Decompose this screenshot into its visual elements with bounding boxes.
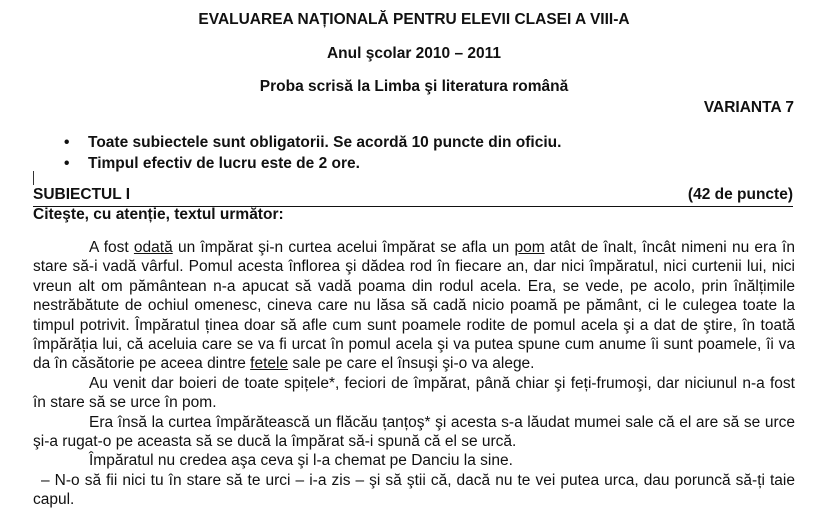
variant-label: VARIANTA 7 bbox=[703, 99, 794, 116]
exam-title: EVALUAREA NAȚIONALĂ PENTRU ELEVII CLASEI A VIII-A bbox=[198, 11, 630, 28]
paragraph: Au venit dar boieri de toate spițele*, feciori de împărat, până chiar şi feți-frumoşi, dar niciunul n-a fost în stare să se urce în pom. bbox=[33, 374, 795, 412]
underlined-word: fetele bbox=[250, 355, 289, 373]
text-run: atât de înalt, încât nimeni nu era în stare să-i vadă vârful. Pomul acesta înflorea şi dădea rod în fiecare an, dar nici împăratul, nici curtenii lui, nici vreun alt om pământean n-a apucat să vadă poama din rodul acela. Era, se vede, pe acolo, prin înălțimile nestrăbătute de ochiul omenesc, cineva care nu lăsa să cadă nicio poamă pe pământ, ci le culegea toate la timpul potrivit. Împăratul ținea doar să afle cum sunt poamele rodite de pomul acela şi a dat de ştire, în toată împărăția lui, că aceluia care se va fi urcat în pomul acela şi va putea spune cum anume îi sunt poamele, îi va da în căsătorie pe aceea dintre bbox=[33, 239, 795, 373]
section-heading bbox=[33, 186, 793, 207]
paragraph bbox=[33, 238, 795, 374]
text-cursor bbox=[33, 171, 34, 185]
paragraph: Era însă la curtea împărătească un flăcău țanțoş* şi acesta s-a lăudat mumei sale că el are să se urce şi-a rugat-o pe aceasta să se ducă la împărat să-i spună că el se urcă. bbox=[33, 413, 795, 451]
paragraph: Împăratul nu credea aşa ceva şi l-a chemat pe Danciu la sine. bbox=[89, 452, 513, 470]
section-label: SUBIECTUL I bbox=[33, 186, 131, 203]
school-year: Anul şcolar 2010 – 2011 bbox=[326, 45, 502, 62]
dialogue-line: – N-o să fii nici tu în stare să te urci – i-a zis – şi să ştii că, dacă nu te vei putea urca, dau poruncă să-ți taie capul. bbox=[33, 471, 795, 509]
underlined-word: odată bbox=[133, 239, 173, 256]
rules-list bbox=[64, 132, 561, 174]
rule-item: • Toate subiectele sunt obligatorii. Se acordă 10 puncte din oficiu. bbox=[64, 132, 561, 153]
text-run: sale pe care el însuşi şi-o va alege. bbox=[288, 355, 535, 373]
instruction: Citeşte, cu atenție, textul următor: bbox=[33, 206, 284, 223]
reading-text bbox=[33, 238, 795, 510]
exam-subject: Proba scrisă la Limba şi literatura română bbox=[259, 78, 569, 95]
underlined-word: pom bbox=[514, 239, 545, 256]
section-points: (42 de puncte) bbox=[687, 186, 793, 203]
rule-item: • Timpul efectiv de lucru este de 2 ore. bbox=[64, 153, 561, 174]
text-run: A fost bbox=[89, 239, 134, 256]
text-run: un împărat şi-n curtea acelui împărat se afla un bbox=[172, 239, 515, 256]
